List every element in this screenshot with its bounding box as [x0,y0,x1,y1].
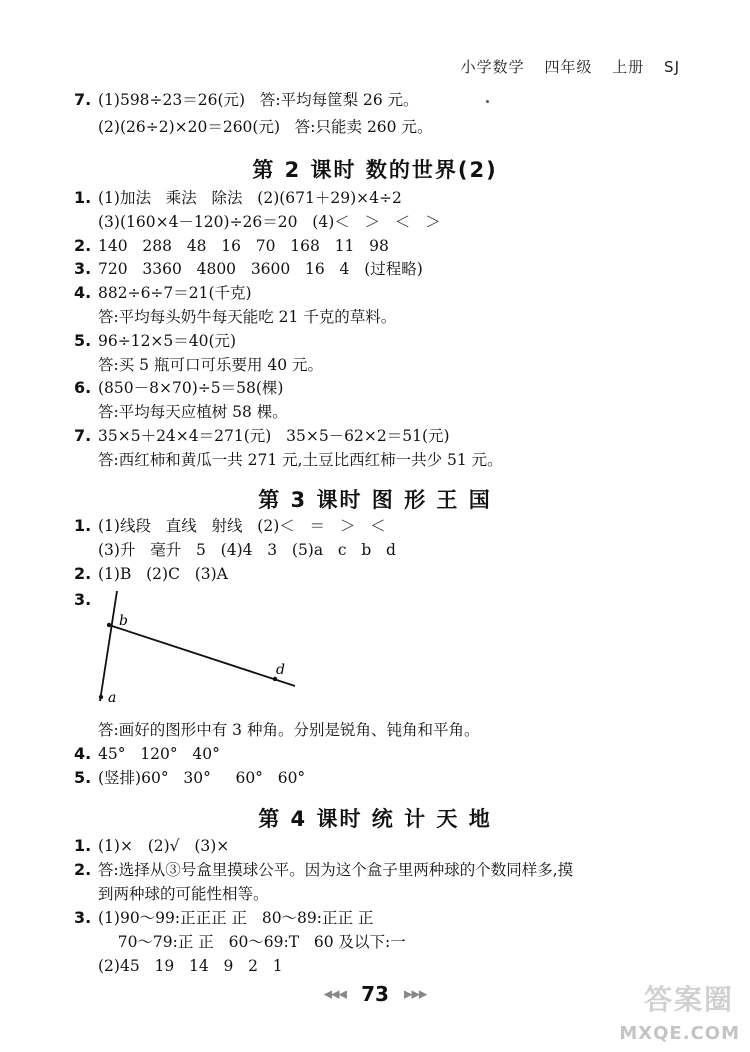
answer-line: 882÷6÷7＝21(千克) [98,284,252,302]
answer-line: (1)598÷23＝26(元) 答:平均每筐梨 26 元。 [98,91,419,109]
answer-line: (1)线段 直线 射线 (2)＜ ＝ ＞ ＜ [98,517,386,535]
answer-line: (竖排)60° 30° 60° 60° [98,769,306,787]
item-number: 2. [74,564,92,583]
answer-line: 答:平均每头奶牛每天能吃 21 千克的草料。 [98,308,397,326]
label-a: a [108,690,117,706]
answer-line: (1)90～99:正正正 正 80～89:正正 正 [98,909,374,927]
header-edition: SJ [664,58,680,76]
item-number: 2. [74,236,92,255]
watermark-logo [604,976,744,1046]
item-number: 4. [74,283,92,302]
item-number: 7. [74,426,92,445]
label-d: d [276,662,285,678]
item-number: 7. [74,90,92,109]
slanted-line [109,625,295,686]
header-volume: 上册 [612,58,645,76]
answer-line: 答:选择从③号盒里摸球公平。因为这个盒子里两种球的个数同样多,摸 [98,861,574,879]
item-number: 5. [74,331,92,350]
answer-line: (3)升 毫升 5 (4)4 3 (5)a c b d [98,541,396,559]
page-header [461,56,680,77]
answer-line: 答:平均每天应植树 58 棵。 [98,403,288,421]
vertical-line [100,591,117,701]
stray-dot [486,100,489,103]
item-number: 2. [74,860,92,879]
answer-line: (850－8×70)÷5＝58(棵) [98,379,284,397]
item-number: 6. [74,378,92,397]
answer-line: (1)B (2)C (3)A [98,565,228,583]
item-number: 3. [74,908,92,927]
answer-line: (1)× (2)√ (3)× [98,837,230,855]
answer-line: 140 288 48 16 70 168 11 98 [98,237,389,255]
item-number: 1. [74,516,92,535]
section-title: 第 3 课时 图 形 王 国 [258,488,492,512]
item-number: 1. [74,836,92,855]
answer-line: (2)45 19 14 9 2 1 [98,957,283,975]
answer-line: 96÷12×5＝40(元) [98,332,237,350]
point-b [107,623,111,627]
header-grade: 四年级 [544,58,593,76]
watermark-url: MXQE.COM [619,1023,740,1044]
answer-line: (1)加法 乘法 除法 (2)(671＋29)×4÷2 [98,189,402,207]
answer-line: 35×5＋24×4＝271(元) 35×5－62×2＝51(元) [98,427,450,445]
section-title: 第 2 课时 数的世界(2) [252,158,498,182]
page-number: 73 [361,982,389,1006]
section-title: 第 4 课时 统 计 天 地 [258,807,492,831]
item-number: 3. [74,590,92,609]
answer-line: 答:西红柿和黄瓜一共 271 元,土豆比西红柿一共少 51 元。 [98,451,503,469]
answer-line: 答:画好的图形中有 3 种角。分别是锐角、钝角和平角。 [98,721,480,739]
header-subject: 小学数学 [460,58,525,76]
answer-line: (2)(26÷2)×20＝260(元) 答:只能卖 260 元。 [98,118,433,136]
answer-line: 答:买 5 瓶可口可乐要用 40 元。 [98,356,324,374]
item-number: 4. [74,744,92,763]
angle-figure [90,585,310,715]
point-a [99,695,103,699]
label-b: b [119,613,128,629]
answer-line: 45° 120° 40° [98,745,220,763]
next-arrows-icon: ▶▶▶ [404,987,427,1001]
prev-arrows-icon: ◀◀◀ [323,987,346,1001]
answer-line: 720 3360 4800 3600 16 4 (过程略) [98,260,423,278]
item-number: 3. [74,259,92,278]
watermark-text: 答案圈 [643,983,734,1016]
answer-line: 到两种球的可能性相等。 [98,885,269,903]
answer-line: 70～79:正 正 60～69:T 60 及以下:一 [98,933,406,951]
answer-line: (3)(160×4－120)÷26＝20 (4)＜ ＞ ＜ ＞ [98,213,441,231]
item-number: 1. [74,188,92,207]
item-number: 5. [74,768,92,787]
